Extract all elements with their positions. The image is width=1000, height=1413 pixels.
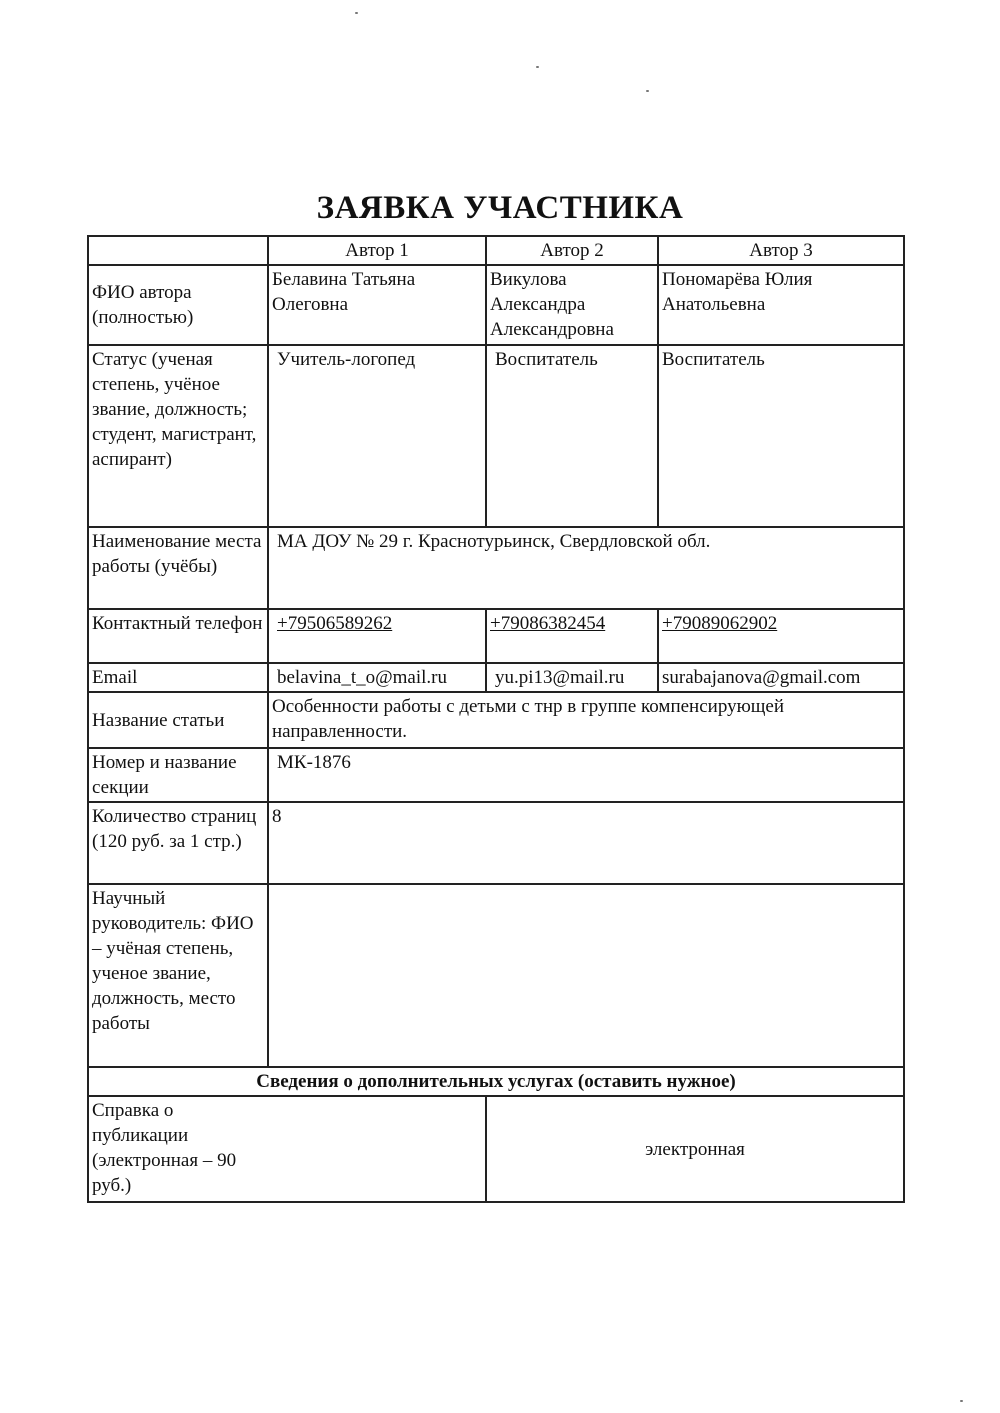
scan-speck <box>646 90 649 92</box>
row-supervisor <box>88 884 904 1067</box>
row-status <box>88 345 904 527</box>
email-author-2[interactable]: yu.pi13@mail.ru <box>486 663 658 692</box>
label-article: Название статьи <box>88 692 268 748</box>
application-table <box>87 235 905 1203</box>
label-supervisor: Научный руководитель: ФИО – учёная степень, ученое звание, должность, место работы <box>88 884 268 1067</box>
status-author-2: Воспитатель <box>486 345 658 527</box>
fio-author-1: Белавина Татьяна Олеговна <box>268 265 486 345</box>
email-author-1[interactable]: belavina_t_o@mail.ru <box>268 663 486 692</box>
label-certificate-text: Справка о публикации (электронная – 90 руб.) <box>92 1100 237 1196</box>
row-pages <box>88 802 904 884</box>
scan-speck <box>960 1400 963 1402</box>
status-author-3: Воспитатель <box>658 345 904 527</box>
fio-author-3: Пономарёва Юлия Анатольевна <box>658 265 904 345</box>
header-row <box>88 236 904 265</box>
label-phone: Контактный телефон <box>88 609 268 663</box>
fio-author-2: Викулова Александра Александровна <box>486 265 658 345</box>
row-phone <box>88 609 904 663</box>
services-header: Сведения о дополнительных услугах (оставить нужное) <box>88 1067 904 1096</box>
label-email: Email <box>88 663 268 692</box>
row-article <box>88 692 904 748</box>
header-author-2: Автор 2 <box>486 236 658 265</box>
row-certificate <box>88 1096 904 1202</box>
scan-speck <box>355 12 358 14</box>
row-section <box>88 748 904 802</box>
row-services-header <box>88 1067 904 1096</box>
phone-author-3[interactable]: +79089062902 <box>658 609 904 663</box>
header-author-1: Автор 1 <box>268 236 486 265</box>
section-value: МК-1876 <box>268 748 904 802</box>
phone-author-2[interactable]: +79086382454 <box>486 609 658 663</box>
row-email <box>88 663 904 692</box>
workplace-value: МА ДОУ № 29 г. Краснотурьинск, Свердловской обл. <box>268 527 904 609</box>
label-status: Статус (ученая степень, учёное звание, должность; студент, магистрант, аспирант) <box>88 345 268 527</box>
header-empty-cell <box>88 236 268 265</box>
certificate-value: электронная <box>486 1096 904 1202</box>
label-pages: Количество страниц (120 руб. за 1 стр.) <box>88 802 268 884</box>
header-author-3: Автор 3 <box>658 236 904 265</box>
pages-value: 8 <box>268 802 904 884</box>
scan-speck <box>536 66 539 68</box>
row-workplace <box>88 527 904 609</box>
label-workplace: Наименование места работы (учёбы) <box>88 527 268 609</box>
page-title: ЗАЯВКА УЧАСТНИКА <box>316 190 684 226</box>
supervisor-value <box>268 884 904 1067</box>
label-certificate <box>88 1096 486 1202</box>
article-value: Особенности работы с детьми с тнр в группе компенсирующей направленности. <box>268 692 904 748</box>
label-section: Номер и название секции <box>88 748 268 802</box>
label-fio: ФИО автора (полностью) <box>88 265 268 345</box>
email-author-3[interactable]: surabajanova@gmail.com <box>658 663 904 692</box>
row-fio <box>88 265 904 345</box>
status-author-1: Учитель-логопед <box>268 345 486 527</box>
phone-author-1[interactable]: +79506589262 <box>268 609 486 663</box>
